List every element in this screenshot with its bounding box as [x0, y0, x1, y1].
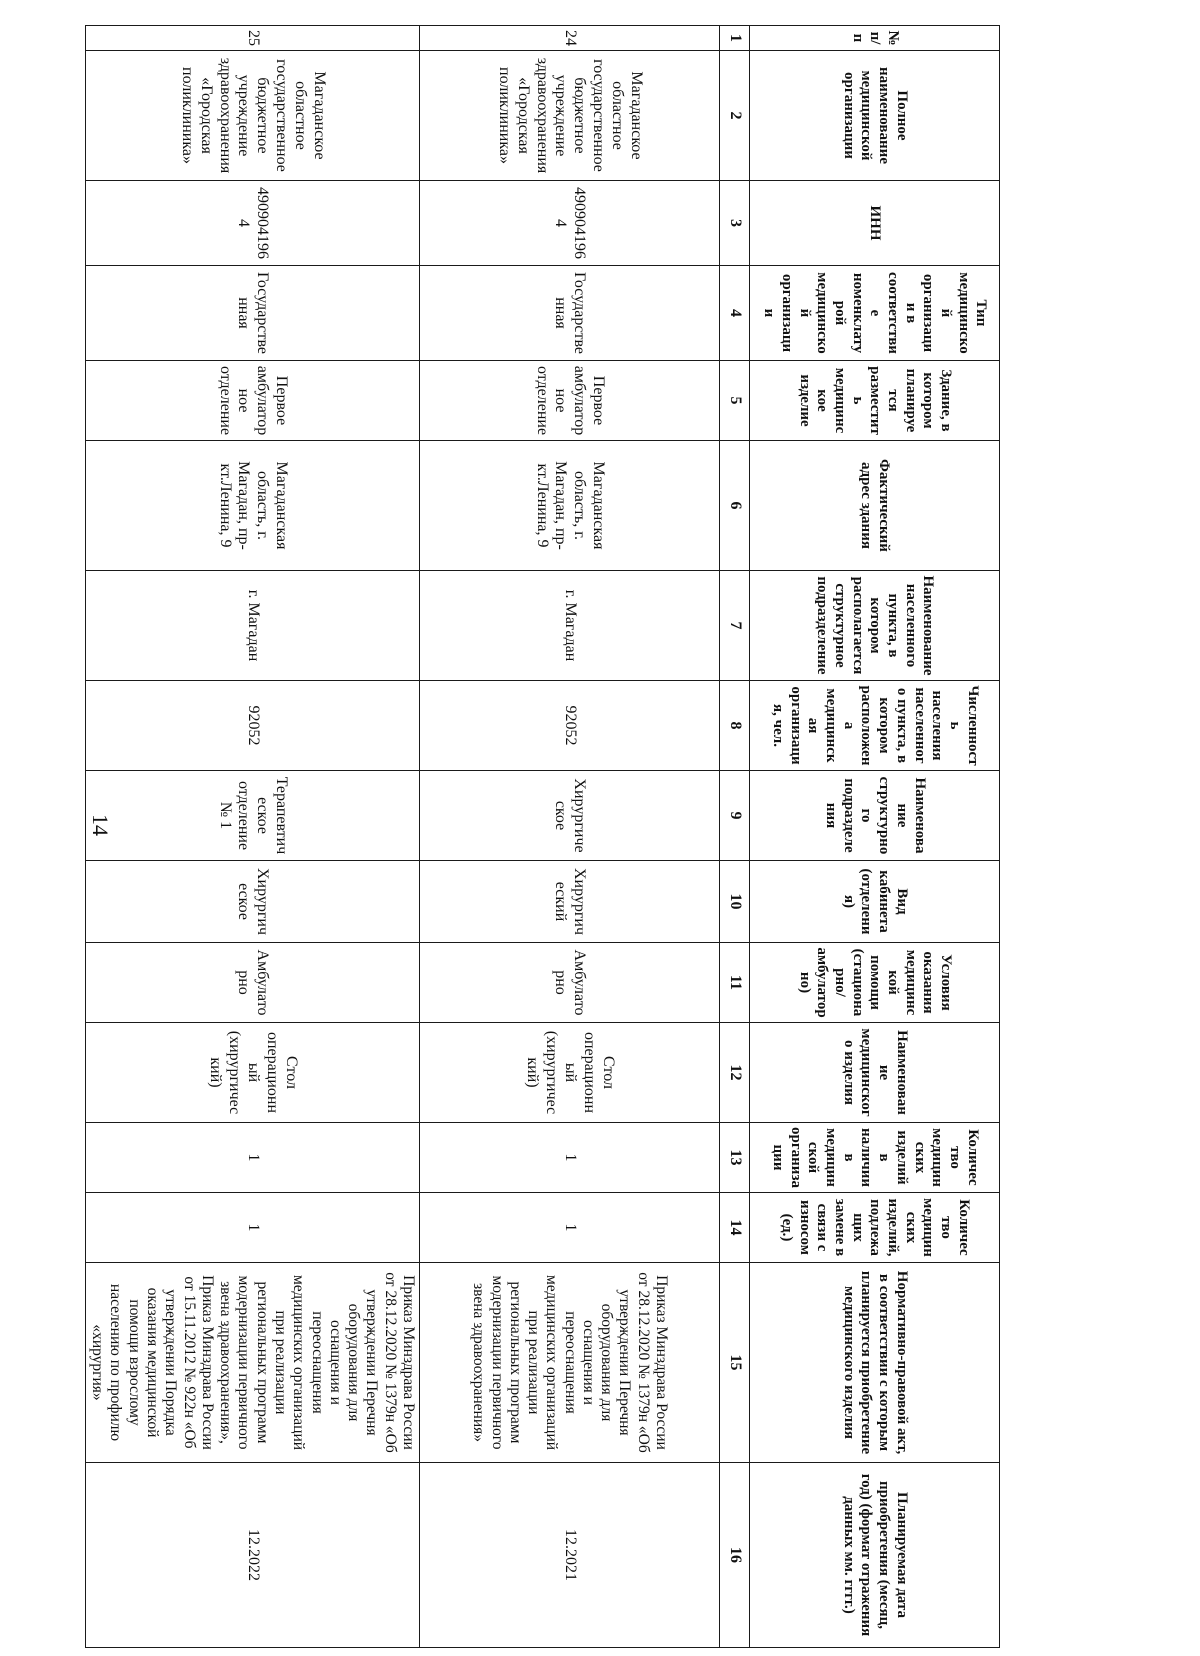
- col-header-14: Количество медицинских изделий, подлежащих замене в связи с износом (ед.): [750, 1193, 1000, 1263]
- qty-available: 1: [85, 1123, 419, 1193]
- planned-date: 12.2022: [85, 1463, 419, 1648]
- building: Первое амбулаторное отделение: [85, 361, 419, 441]
- col-number-12: 12: [720, 1023, 750, 1123]
- col-number-3: 3: [720, 181, 750, 266]
- care-conditions: Амбулаторно: [85, 943, 419, 1023]
- org-type: Государственная: [85, 266, 419, 361]
- col-header-3: ИНН: [750, 181, 1000, 266]
- col-number-14: 14: [720, 1193, 750, 1263]
- structural-unit: Терапевтическое отделение № 1: [85, 771, 419, 861]
- population: 92052: [420, 681, 720, 771]
- qty-available: 1: [420, 1123, 720, 1193]
- org-name: Магаданское областное государственное бюджетное учреждение здравоохранения «Городская поликлиника»: [85, 51, 419, 181]
- locality: г. Магадан: [420, 571, 720, 681]
- col-header-5: Здание, в котором планируется разместить медицинское изделие: [750, 361, 1000, 441]
- col-header-6: Фактический адрес здания: [750, 441, 1000, 571]
- col-header-1: № п/п: [750, 26, 1000, 51]
- col-number-4: 4: [720, 266, 750, 361]
- table-row: [420, 26, 720, 1648]
- qty-replace: 1: [85, 1193, 419, 1263]
- col-header-8: Численность населения населенного пункта, в котором расположена медицинская организация, чел.: [750, 681, 1000, 771]
- table-row: [85, 26, 419, 1648]
- col-number-1: 1: [720, 26, 750, 51]
- row-number: 25: [85, 26, 419, 51]
- col-number-11: 11: [720, 943, 750, 1023]
- planned-date: 12.2021: [420, 1463, 720, 1648]
- inn: 4909041964: [85, 181, 419, 266]
- cabinet-type: Хирургический: [420, 861, 720, 943]
- col-header-16: Планируемая дата приобретения (месяц, год) (формат отражения данных мм. гггг.): [750, 1463, 1000, 1648]
- col-number-9: 9: [720, 771, 750, 861]
- col-number-2: 2: [720, 51, 750, 181]
- org-type: Государственная: [420, 266, 720, 361]
- col-number-15: 15: [720, 1263, 750, 1463]
- address: Магаданская область, г. Магадан, пр-кт.Ленина, 9: [420, 441, 720, 571]
- row-number: 24: [420, 26, 720, 51]
- col-number-6: 6: [720, 441, 750, 571]
- col-number-16: 16: [720, 1463, 750, 1648]
- structural-unit: Хирургическое: [420, 771, 720, 861]
- device-name: Стол операционный (хирургический): [85, 1023, 419, 1123]
- col-header-10: Вид кабинета (отделения): [750, 861, 1000, 943]
- population: 92052: [85, 681, 419, 771]
- org-name: Магаданское областное государственное бюджетное учреждение здравоохранения «Городская поликлиника»: [420, 51, 720, 181]
- locality: г. Магадан: [85, 571, 419, 681]
- col-header-13: Количество медицинских изделий в наличии в медицинской организации: [750, 1123, 1000, 1193]
- device-name: Стол операционный (хирургический): [420, 1023, 720, 1123]
- col-number-10: 10: [720, 861, 750, 943]
- col-header-15: Нормативно-правовой акт, в соответствии с которым планируется приобретение медицинского изделия: [750, 1263, 1000, 1463]
- qty-replace: 1: [420, 1193, 720, 1263]
- legal-act: Приказ Минздрава России от 28.12.2020 № 1379н «Об утверждении Перечня оборудования для оснащения и переоснащения медицинских организаций при реализации региональных программ модернизации первичного звена здравоохранения»: [420, 1263, 720, 1463]
- cabinet-type: Хирургическое: [85, 861, 419, 943]
- column-number-row: [720, 26, 750, 1648]
- col-header-11: Условия оказания медицинской помощи (стационарно/ амбулаторно): [750, 943, 1000, 1023]
- rotated-table-wrapper: [89, 25, 1000, 1647]
- col-header-12: Наименование медицинского изделия: [750, 1023, 1000, 1123]
- care-conditions: Амбулаторно: [420, 943, 720, 1023]
- page-number: 14: [88, 814, 113, 836]
- col-header-7: Наименование населенного пункта, в котором располагается структурное подразделение: [750, 571, 1000, 681]
- col-header-4: Тип медицинской организации в соответствие номенклатурой медицинской организации: [750, 266, 1000, 361]
- col-number-13: 13: [720, 1123, 750, 1193]
- building: Первое амбулаторное отделение: [420, 361, 720, 441]
- address: Магаданская область, г. Магадан, пр-кт.Ленина, 9: [85, 441, 419, 571]
- header-row: [750, 26, 1000, 1648]
- col-header-2: Полное наименование медицинской организации: [750, 51, 1000, 181]
- col-header-9: Наименование структурного подразделения: [750, 771, 1000, 861]
- equipment-table: [85, 25, 1000, 1648]
- col-number-8: 8: [720, 681, 750, 771]
- inn: 4909041964: [420, 181, 720, 266]
- legal-act: Приказ Минздрава России от 28.12.2020 № 1379н «Об утверждении Перечня оборудования для оснащения и переоснащения медицинских организаций при реализации региональных программ модернизации первичного звена здравоохранения», Приказ Минздрава России от 15.11.2012 № 922н «Об утверждении Порядка оказания медицинской помощи взрослому населению по профилю «хирургия»: [85, 1263, 419, 1463]
- col-number-7: 7: [720, 571, 750, 681]
- col-number-5: 5: [720, 361, 750, 441]
